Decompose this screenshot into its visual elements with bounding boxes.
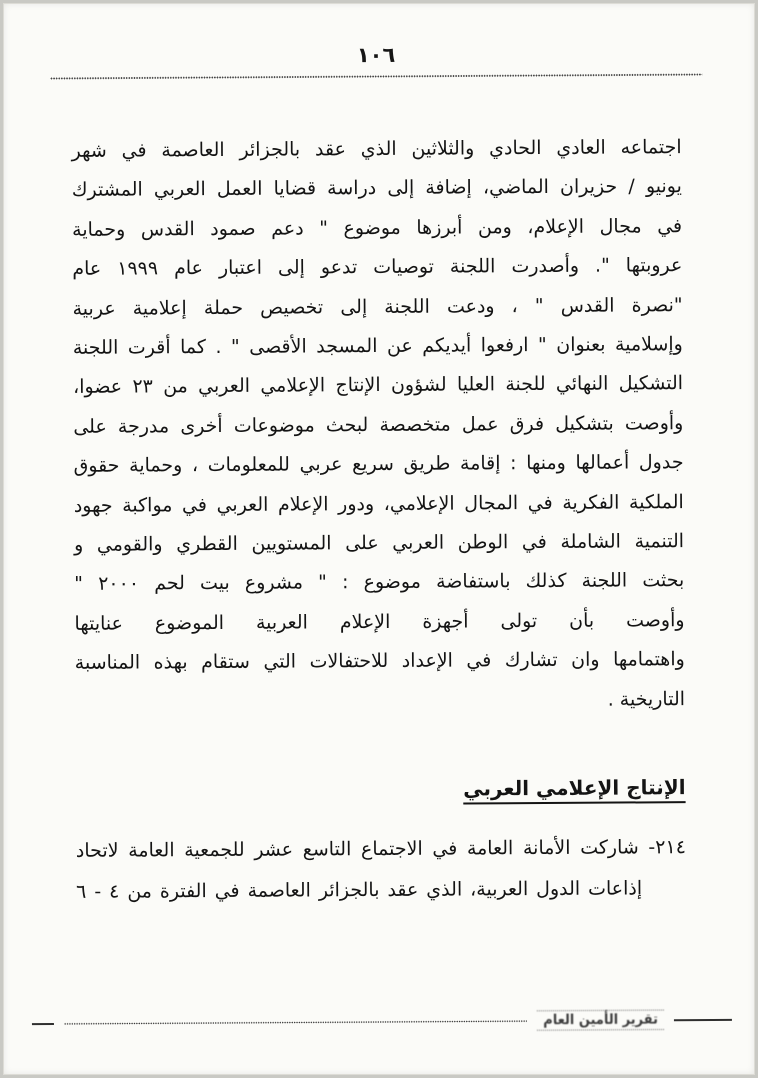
- page-number: ١٠٦: [356, 42, 396, 68]
- page-footer: [6, 1010, 755, 1034]
- page-body: [3, 128, 755, 914]
- text-line: وإسلامية بعنوان " ارفعوا أيديكم عن المسجد الأقصى " . كما أقرت اللجنة: [72, 333, 683, 359]
- footer-dash-left: [32, 1022, 54, 1024]
- text-line: اجتماعه العادي الحادي والثلاثين الذي عقد بالجزائر العاصمة في شهر: [71, 136, 682, 162]
- text-line: وأوصت بأن تولى أجهزة الإعلام العربية الموضوع عنايتها: [74, 609, 685, 635]
- text-line: بحثت اللجنة كذلك باستفاضة موضوع : " مشروع بيت لحم ٢٠٠٠ ": [74, 569, 685, 596]
- text-line: جدول أعمالها ومنها : إقامة طريق سريع عربي للمعلومات ، وحماية حقوق: [73, 451, 684, 478]
- text-line: التنمية الشاملة في الوطن العربي على المستويين القطري والقومي و: [73, 530, 685, 556]
- text-line: يونيو / حزيران الماضي، إضافة إلى دراسة قضايا العمل العربي المشترك: [71, 175, 682, 202]
- text-line: ٢١٤- شاركت الأمانة العامة في الاجتماع التاسع عشر للجمعية العامة لاتحاد: [75, 836, 686, 862]
- page-header: [3, 41, 752, 81]
- text-line: وأوصت بتشكيل فرق عمل متخصصة لبحث موضوعات أخرى مدرجة على: [73, 411, 684, 438]
- footer-stamp: تقرير الأمين العام: [537, 1010, 664, 1031]
- text-line: "نصرة القدس " ، ودعت اللجنة إلى تخصيص حملة إعلامية عربية: [72, 293, 683, 320]
- text-line: في مجال الإعلام، ومن أبرزها موضوع " دعم صمود القدس وحماية: [72, 214, 683, 241]
- text-line: واهتمامها وان تشارك في الإعداد للاحتفالات التي ستقام بهذه المناسبة: [74, 648, 685, 675]
- footer-dash-right: [674, 1018, 732, 1020]
- section-heading: الإنتاج الإعلامي العربي: [463, 775, 686, 801]
- text-line: التشكيل النهائي للجنة العليا لشؤون الإنتاج الإعلامي العربي من ٢٣ عضوا،: [73, 372, 684, 399]
- text-line: عروبتها ". وأصدرت اللجنة توصيات تدعو إلى اعتبار عام ١٩٩٩ عام: [72, 254, 683, 281]
- scanned-page-content: [3, 3, 755, 1075]
- text-line: الملكية الفكرية في المجال الإعلامي، ودور الإعلام العربي في مواكبة جهود: [73, 490, 684, 517]
- text-line: التاريخية .: [607, 687, 686, 711]
- text-line: إذاعات الدول العربية، الذي عقد بالجزائر العاصمة في الفترة من ٤ - ٦: [76, 877, 643, 903]
- body-paragraph: [72, 128, 686, 723]
- footer-dotted-rule: [64, 1020, 527, 1025]
- header-dotted-rule: [50, 73, 702, 80]
- item-214-paragraph: [76, 827, 686, 913]
- document-page: [3, 3, 755, 1075]
